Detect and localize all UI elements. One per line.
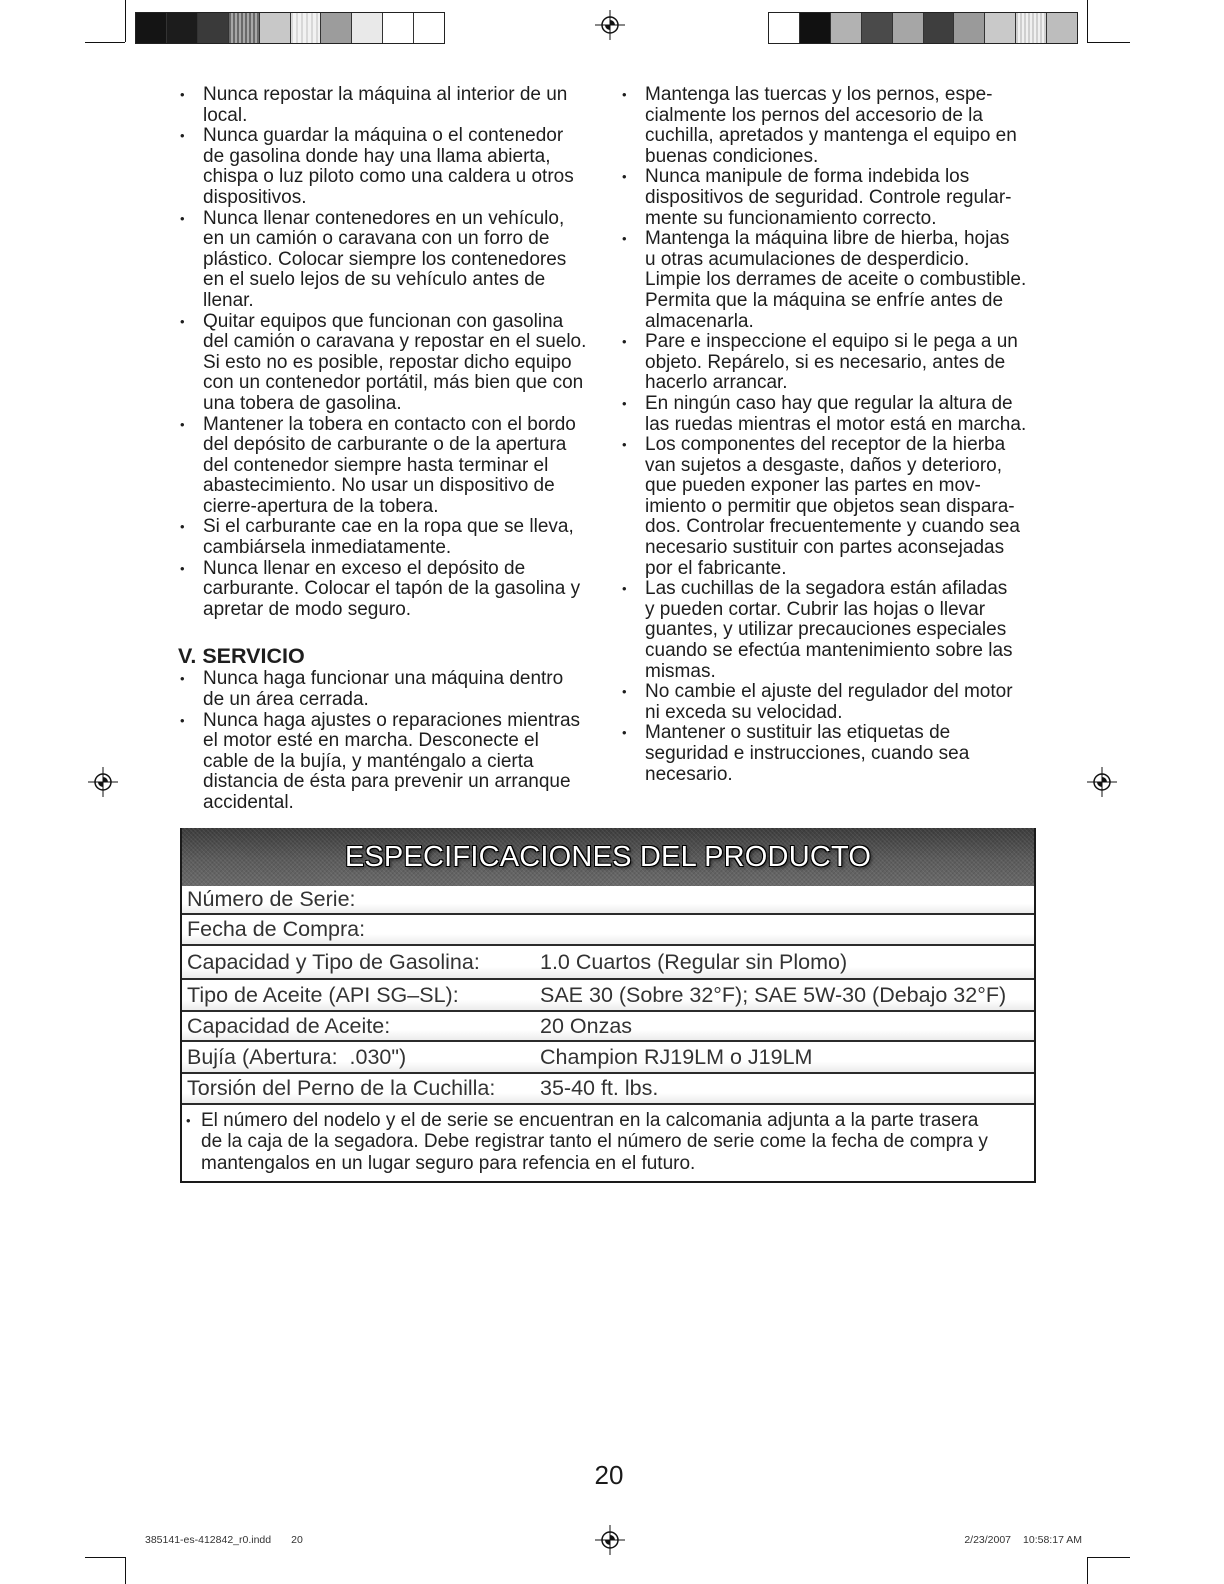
text-line: distancia de ésta para prevenir un arranque [203, 771, 571, 793]
spec-label: Tipo de Aceite (API SG–SL): [187, 982, 459, 1007]
bullet-item [622, 85, 1042, 167]
spec-label: Número de Serie: [187, 887, 356, 911]
text-line: del depósito de carburante o de la apertura [203, 434, 567, 456]
text-line: u otras acumulaciones de desperdicio. [645, 248, 970, 270]
text-line: el motor esté en marcha. Desconecte el [203, 730, 539, 752]
text-line: Nunca haga funcionar una máquina dentro [203, 668, 564, 690]
color-swatch [924, 13, 955, 43]
spec-row [182, 1042, 1034, 1074]
color-swatch [1047, 13, 1077, 43]
color-swatch [414, 13, 444, 43]
text-line: abastecimiento. No usar un dispositivo de [203, 475, 555, 497]
spec-table-title: ESPECIFICACIONES DEL PRODUCTO [344, 840, 872, 873]
text-line: Quitar equipos que funcionan con gasolina [203, 310, 564, 332]
bullet-item [180, 312, 600, 415]
color-swatch [291, 13, 322, 43]
text-line: en un camión o caravana con un forro de [203, 228, 550, 250]
color-swatch [229, 13, 260, 43]
text-line: No cambie el ajuste del regulador del motor [645, 681, 1013, 703]
bullet-glyph: • [622, 231, 627, 247]
text-line: plástico. Colocar siempre los contenedores [203, 248, 567, 270]
bullet-glyph: • [622, 581, 627, 597]
slug-page: 20 [291, 1534, 303, 1546]
crop-mark [85, 1557, 125, 1558]
crop-mark [1087, 42, 1130, 43]
text-line: Nunca haga ajustes o reparaciones mientras [203, 709, 581, 731]
registration-mark-icon [595, 10, 625, 40]
color-swatch [198, 13, 229, 43]
text-line: Limpie los derrames de aceite o combustible. [645, 269, 1027, 291]
text-line: Si el carburante cae en la ropa que se lleva, [203, 516, 574, 538]
text-line: Los componentes del receptor de la hierba [645, 434, 1006, 456]
color-swatch [862, 13, 893, 43]
text-line: Mantenga las tuercas y los pernos, espe- [645, 84, 993, 105]
crop-mark [1087, 0, 1088, 42]
bullet-item [180, 126, 600, 208]
text-line: objeto. Repárelo, si es necesario, antes de [645, 351, 1006, 373]
right-column [622, 85, 1042, 785]
text-line: dispositivos. [203, 186, 307, 208]
text-line: Nunca guardar la máquina o el contenedor [203, 125, 564, 147]
spec-rows [182, 886, 1034, 1105]
text-line: cuando se efectúa mantenimiento sobre las [645, 640, 1013, 662]
text-line: Nunca manipule de forma indebida los [645, 166, 970, 188]
text-line: mismas. [645, 660, 716, 682]
service-list [180, 669, 600, 813]
color-swatch [136, 13, 167, 43]
spec-value: Champion RJ19LM o J19LM [540, 1044, 813, 1069]
text-line: por el fabricante. [645, 557, 787, 579]
bullet-glyph: • [622, 725, 627, 741]
spec-value: 35-40 ft. lbs. [540, 1076, 659, 1100]
bullet-glyph: • [180, 671, 185, 687]
registration-mark-icon [88, 767, 118, 797]
color-swatch [985, 13, 1016, 43]
slug-date: 2/23/2007 [964, 1534, 1012, 1546]
spec-label: Bujía (Abertura: .030") [187, 1044, 407, 1069]
crop-mark [1087, 1557, 1130, 1558]
maintenance-list [622, 85, 1042, 785]
text-line: Nunca llenar en exceso el depósito de [203, 557, 526, 579]
bullet-glyph: • [180, 712, 185, 728]
text-line: en el suelo lejos de su vehículo antes de [203, 269, 546, 291]
bullet-item [180, 559, 600, 621]
spec-row [182, 1012, 1034, 1042]
text-line: carburante. Colocar el tapón de la gasolina y [203, 578, 581, 600]
text-line: local. [203, 104, 248, 126]
spec-label: Fecha de Compra: [187, 917, 366, 941]
spec-value: SAE 30 (Sobre 32°F); SAE 5W-30 (Debajo 32°F) [540, 982, 1007, 1007]
color-swatch [893, 13, 924, 43]
text-line: Mantenga la máquina libre de hierba, hojas [645, 228, 1010, 250]
text-line: imiento o permitir que objetos sean dispara- [645, 495, 1015, 517]
text-line: Mantener la tobera en contacto con el bordo [203, 413, 576, 435]
note-line: mantengalos en un lugar seguro para refencia en el futuro. [201, 1152, 696, 1174]
spec-label: Torsión del Perno de la Cuchilla: [187, 1076, 496, 1100]
color-swatch [954, 13, 985, 43]
bullet-item [622, 435, 1042, 579]
bullet-item [180, 517, 600, 558]
text-line: seguridad e instrucciones, cuando sea [645, 743, 970, 764]
bullet-glyph: • [622, 169, 627, 185]
text-line: de gasolina donde hay una llama abierta, [203, 145, 551, 167]
spec-note [182, 1105, 1034, 1181]
text-line: chispa o luz piloto como una caldera u otros [203, 166, 574, 188]
text-line: Permita que la máquina se enfríe antes de [645, 289, 1004, 311]
bullet-item [622, 682, 1042, 723]
spec-row [182, 915, 1034, 946]
spec-row [182, 1074, 1034, 1105]
bullet-item [180, 415, 600, 518]
color-swatch [800, 13, 831, 43]
bullet-glyph: • [180, 313, 185, 329]
left-column [180, 85, 600, 814]
bullet-glyph: • [622, 334, 627, 350]
text-line: con un contenedor portátil, más bien que con [203, 372, 584, 394]
text-line: accidental. [203, 792, 294, 813]
crop-mark [125, 0, 126, 42]
text-line: Las cuchillas de la segadora están afiladas [645, 578, 1008, 600]
bullet-glyph: • [180, 519, 185, 535]
color-swatch [321, 13, 352, 43]
spec-value: 20 Onzas [540, 1013, 633, 1038]
note-line: El número del nodelo y el de serie se encuentran en la calcomania adjunta a la parte trasera [201, 1110, 979, 1131]
text-line: Pare e inspeccione el equipo si le pega a un [645, 331, 1018, 353]
bullet-glyph: • [180, 87, 185, 102]
bullet-item [180, 209, 600, 312]
text-line: Si esto no es posible, repostar dicho equipo [203, 351, 572, 373]
bullet-glyph: • [622, 437, 627, 453]
color-bar-right [768, 12, 1078, 44]
slug-file-name: 385141-es-412842_r0.indd [145, 1534, 272, 1546]
text-line: Nunca repostar la máquina al interior de un [203, 84, 568, 105]
bullet-item [622, 579, 1042, 682]
text-line: cuchilla, apretados y mantenga el equipo en [645, 125, 1017, 147]
bullet-glyph: • [180, 416, 185, 432]
slug-timestamp [964, 1533, 1082, 1547]
bullet-item [180, 711, 600, 814]
fuel-safety-list [180, 85, 600, 620]
crop-mark [85, 42, 125, 43]
bullet-glyph: • [186, 1113, 191, 1128]
text-line: cable de la bujía, y manténgalo a cierta [203, 750, 534, 772]
registration-mark-icon [595, 1525, 625, 1555]
text-line: Mantener o sustituir las etiquetas de [645, 722, 951, 744]
spec-label: Capacidad de Aceite: [187, 1013, 391, 1038]
bullet-item [180, 85, 600, 126]
spec-value: 1.0 Cuartos (Regular sin Plomo) [540, 949, 848, 974]
page-number: 20 [594, 1460, 624, 1490]
bullet-glyph: • [622, 87, 627, 102]
color-swatch [352, 13, 383, 43]
text-line: van sujetos a desgaste, daños y deterioro, [645, 454, 1003, 476]
text-line: mente su funcionamiento correcto. [645, 207, 937, 229]
bullet-item [180, 669, 600, 710]
text-line: buenas condiciones. [645, 145, 819, 167]
spec-row [182, 946, 1034, 980]
text-line: dispositivos de seguridad. Controle regular- [645, 186, 1012, 208]
bullet-glyph: • [622, 395, 627, 411]
bullet-item [622, 167, 1042, 229]
text-line: En ningún caso hay que regular la altura de [645, 392, 1013, 414]
bullet-glyph: • [180, 210, 185, 226]
section-heading: V. SERVICIO [178, 644, 305, 669]
color-swatch [1016, 13, 1047, 43]
bullet-item [622, 723, 1042, 785]
text-line: guantes, y utilizar precauciones especiales [645, 619, 1007, 641]
text-line: ni exceda su velocidad. [645, 701, 843, 723]
text-line: necesario sustituir con partes aconsejadas [645, 537, 1005, 559]
text-line: cialmente los pernos del accesorio de la [645, 104, 983, 126]
slug-file-info [145, 1533, 303, 1547]
text-line: cambiársela inmediatamente. [203, 537, 452, 559]
color-swatch [383, 13, 414, 43]
color-swatch [769, 13, 800, 43]
color-bar-left [135, 12, 445, 44]
note-line: de la caja de la segadora. Debe registrar tanto el número de serie come la fecha de compra y [201, 1131, 988, 1153]
text-line: de un área cerrada. [203, 689, 369, 711]
crop-mark [125, 1557, 126, 1584]
bullet-item [622, 229, 1042, 332]
text-line: necesario. [645, 763, 733, 785]
text-line: y pueden cortar. Cubrir las hojas o llevar [645, 598, 986, 620]
text-line: Nunca llenar contenedores en un vehículo, [203, 207, 565, 229]
text-line: una tobera de gasolina. [203, 392, 402, 414]
text-line: del camión o caravana y repostar en el suelo. [203, 331, 587, 353]
spec-label: Capacidad y Tipo de Gasolina: [187, 949, 480, 974]
color-swatch [260, 13, 291, 43]
bullet-glyph: • [622, 684, 627, 700]
bullet-glyph: • [180, 128, 185, 144]
text-line: que pueden exponer las partes en mov- [645, 475, 981, 497]
spec-table [180, 886, 1036, 1183]
text-line: apretar de modo seguro. [203, 598, 412, 620]
spec-row [182, 886, 1034, 915]
spec-table-header [180, 828, 1036, 886]
color-swatch [167, 13, 198, 43]
text-line: cierre-apertura de la tobera. [203, 495, 439, 517]
text-line: del contenedor siempre hasta terminar el [203, 454, 549, 476]
text-line: llenar. [203, 289, 254, 311]
spec-row [182, 980, 1034, 1012]
text-line: las ruedas mientras el motor está en marcha. [645, 413, 1027, 435]
color-swatch [831, 13, 862, 43]
bullet-glyph: • [180, 560, 185, 576]
bullet-item [622, 332, 1042, 394]
text-line: dos. Controlar frecuentemente y cuando sea [645, 516, 1020, 538]
text-line: hacerlo arrancar. [645, 372, 788, 394]
bullet-item [622, 394, 1042, 435]
text-line: almacenarla. [645, 310, 754, 332]
slug-time: 10:58:17 AM [1023, 1534, 1082, 1546]
registration-mark-icon [1087, 767, 1117, 797]
crop-mark [1087, 1557, 1088, 1584]
